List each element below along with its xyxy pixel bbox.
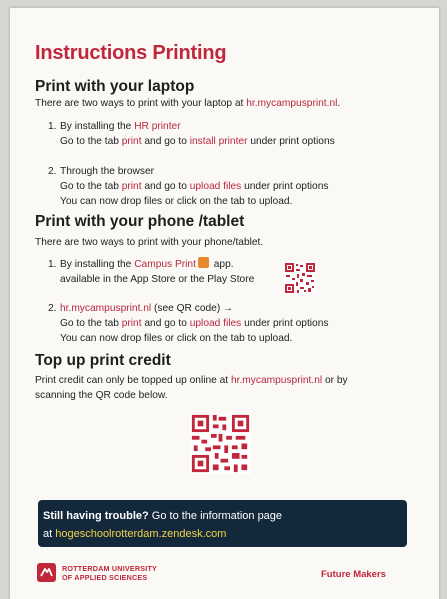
phone-step2-b-text1: Go to the tab (60, 318, 122, 329)
laptop-step2-print-link[interactable]: print (121, 181, 142, 192)
phone-step1-line2: available in the App Store or the Play Store (60, 274, 255, 285)
help-at-text: at (43, 528, 56, 540)
laptop-step2-line1: Through the browser (60, 166, 155, 177)
phone-step2-text: (see QR code) → (151, 303, 234, 314)
help-text: Go to the information page (148, 510, 283, 522)
phone-step2-line3: You can now drop files or click on the tab to upload. (60, 333, 293, 344)
laptop-heading: Print with your laptop (35, 78, 195, 95)
help-banner (38, 500, 407, 547)
laptop-step1-b-text2: and go to (141, 136, 190, 147)
phone-step1-text2: app. (210, 259, 234, 270)
laptop-step1-number: 1. (48, 121, 57, 132)
campus-print-app-icon (198, 257, 209, 268)
laptop-step2-upload-link[interactable]: upload files (189, 181, 242, 192)
laptop-step2-b-text1: Go to the tab (60, 181, 122, 192)
laptop-intro-link[interactable]: hr.mycampusprint.nl (246, 98, 338, 109)
laptop-intro (35, 96, 340, 111)
university-name-line2: OF APPLIED SCIENCES (62, 573, 148, 582)
phone-heading: Print with your phone /tablet (35, 213, 245, 230)
topup-text1: Print credit can only be topped up online at (35, 375, 231, 386)
laptop-step1-line1 (60, 119, 181, 134)
laptop-step2-number: 2. (48, 166, 57, 177)
tagline: Future Makers (321, 569, 386, 580)
phone-step1-text: By installing the (60, 259, 135, 270)
laptop-step1-line2 (60, 134, 335, 149)
topup-line2: scanning the QR code below. (35, 390, 168, 401)
phone-step2-b-text3: under print options (241, 318, 329, 329)
topup-line1 (35, 373, 348, 388)
topup-link[interactable]: hr.mycampusprint.nl (230, 375, 323, 386)
laptop-step2-line2 (60, 179, 328, 194)
laptop-step2-b-text3: under print options (241, 181, 329, 192)
topup-heading: Top up print credit (35, 352, 171, 369)
phone-step2-url-link[interactable]: hr.mycampusprint.nl (60, 303, 152, 314)
laptop-intro-text: There are two ways to print with your laptop at (35, 98, 247, 109)
laptop-intro-end: . (337, 98, 341, 109)
qr-code-small-icon (284, 262, 316, 294)
help-line2 (43, 525, 407, 543)
help-bold-text: Still having trouble? (43, 510, 149, 522)
university-logo-icon (37, 563, 56, 582)
laptop-step1-link[interactable]: HR printer (134, 121, 181, 132)
qr-code-large-icon (190, 413, 251, 474)
phone-intro: There are two ways to print with your phone/tablet. (35, 237, 264, 248)
zendesk-link[interactable]: hogeschoolrotterdam.zendesk.com (55, 528, 227, 540)
phone-step2-print-link[interactable]: print (121, 318, 142, 329)
laptop-step2-line3: You can now drop files or click on the tab to upload. (60, 196, 293, 207)
topup-text2: or by (322, 375, 348, 386)
phone-step2-line2 (60, 316, 328, 331)
page-title: Instructions Printing (35, 42, 227, 64)
phone-step2-line1 (60, 301, 233, 316)
laptop-step1-text: By installing the (60, 121, 135, 132)
campus-print-link[interactable]: Campus Print (134, 259, 196, 270)
instruction-sheet (10, 8, 439, 599)
phone-step2-b-text2: and go to (141, 318, 190, 329)
phone-step2-upload-link[interactable]: upload files (189, 318, 242, 329)
laptop-step1-print-link[interactable]: print (121, 136, 142, 147)
laptop-step1-b-text1: Go to the tab (60, 136, 122, 147)
phone-step2-number: 2. (48, 303, 57, 314)
laptop-step1-install-link[interactable]: install printer (189, 136, 248, 147)
help-line1 (43, 507, 407, 525)
university-name (62, 564, 157, 582)
logo-mark-icon (37, 563, 56, 582)
laptop-step2-b-text2: and go to (141, 181, 190, 192)
university-name-line1: ROTTERDAM UNIVERSITY (62, 564, 158, 573)
phone-step1-number: 1. (48, 259, 57, 270)
phone-step1-line1 (60, 257, 234, 272)
laptop-step1-b-text3: under print options (247, 136, 335, 147)
